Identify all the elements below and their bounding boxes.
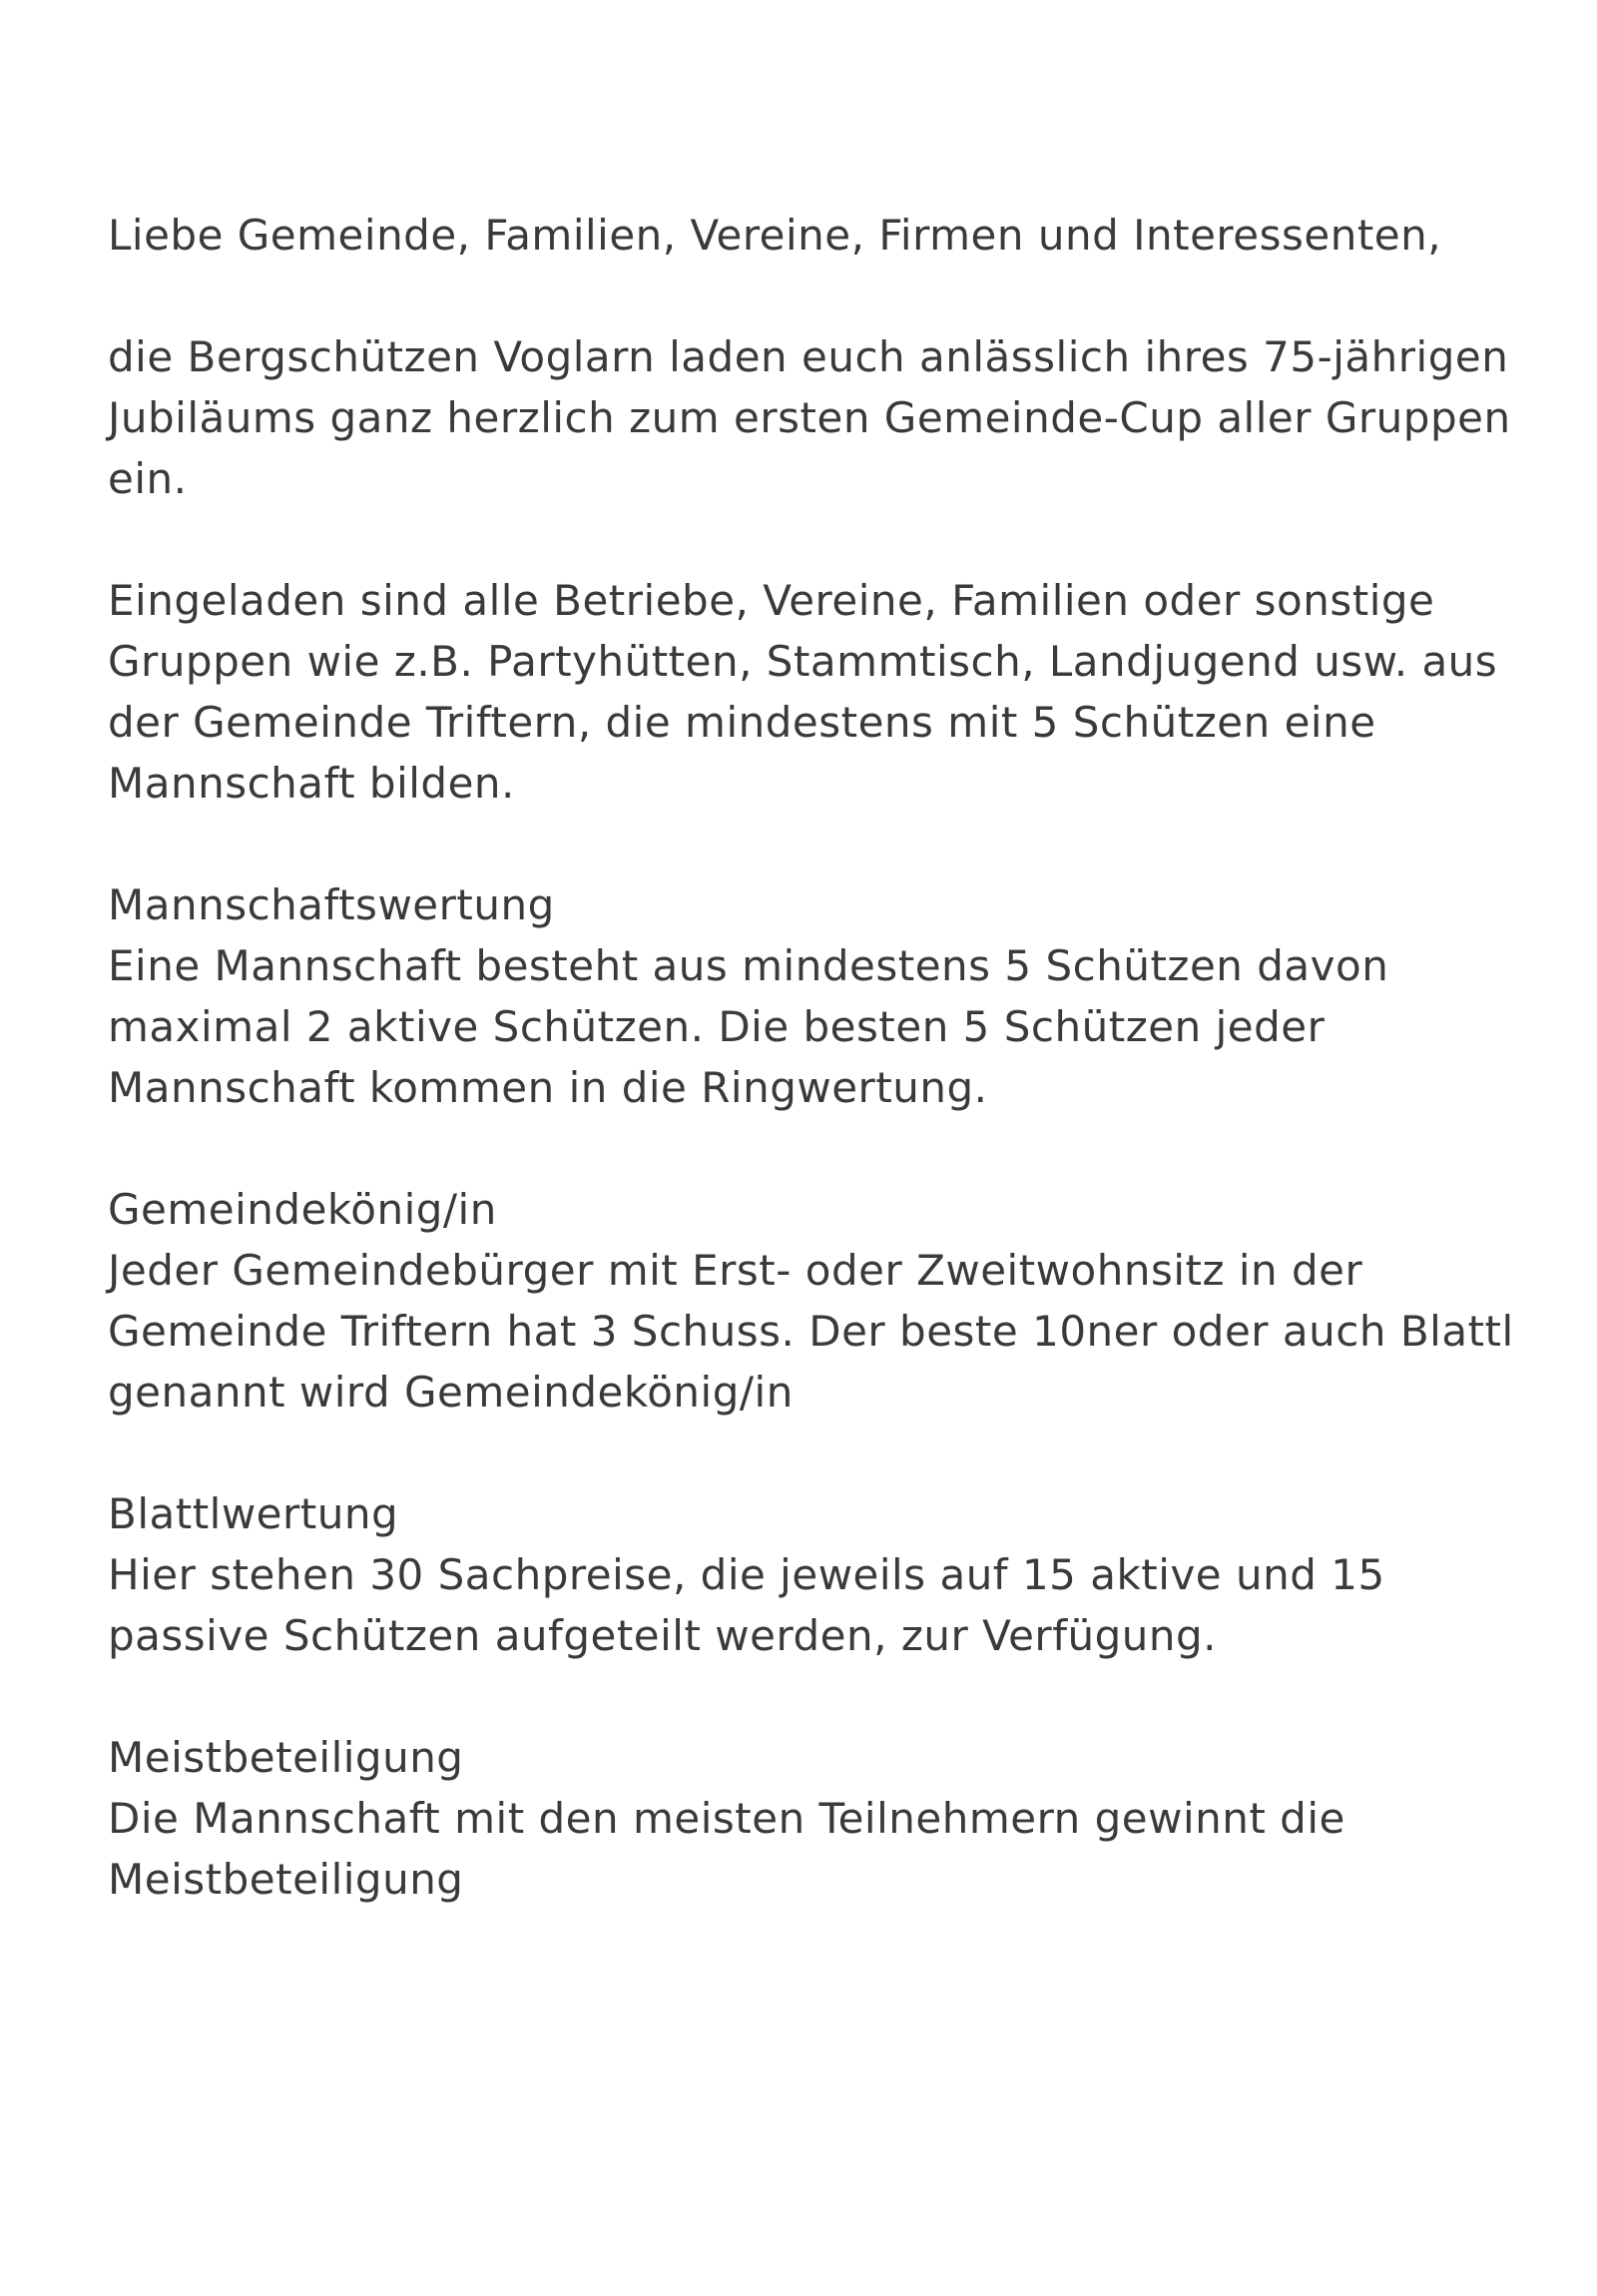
section-heading: Meistbeteiligung (108, 1733, 464, 1782)
section-body: Eine Mannschaft besteht aus mindestens 5 Schützen davon maximal 2 aktive Schützen. Die besten 5 Schützen jeder Mannschaft kommen in die Ringwertung. (108, 941, 1389, 1112)
section-mannschaftswertung (108, 874, 1575, 1118)
intro-paragraph: die Bergschützen Voglarn laden euch anlässlich ihres 75-jährigen Jubiläums ganz herzlich zum ersten Gemeinde-Cup aller Gruppen ein. (108, 332, 1511, 503)
section-body: Die Mannschaft mit den meisten Teilnehmern gewinnt die Meistbeteiligung (108, 1794, 1345, 1904)
section-heading: Gemeindekönig/in (108, 1185, 497, 1234)
section-meistbeteiligung (108, 1727, 1575, 1910)
letter-body (108, 205, 1575, 1971)
section-blattlwertung (108, 1483, 1575, 1666)
greeting: Liebe Gemeinde, Familien, Vereine, Firmen und Interessenten, (108, 211, 1442, 260)
section-heading: Blattlwertung (108, 1489, 399, 1538)
section-body: Jeder Gemeindebürger mit Erst- oder Zweitwohnsitz in der Gemeinde Triftern hat 3 Schuss. Der beste 10ner oder auch Blattl genannt wird Gemeindekönig/in (108, 1246, 1514, 1417)
invitation-paragraph: Eingeladen sind alle Betriebe, Vereine, Familien oder sonstige Gruppen wie z.B. Partyhütten, Stammtisch, Landjugend usw. aus der Gemeinde Triftern, die mindestens mit 5 Schützen eine Mannschaft bilden. (108, 576, 1498, 808)
section-heading: Mannschaftswertung (108, 880, 555, 929)
section-body: Hier stehen 30 Sachpreise, die jeweils auf 15 aktive und 15 passive Schützen aufgeteilt werden, zur Verfügung. (108, 1550, 1385, 1660)
section-gemeindekoenig (108, 1179, 1575, 1423)
